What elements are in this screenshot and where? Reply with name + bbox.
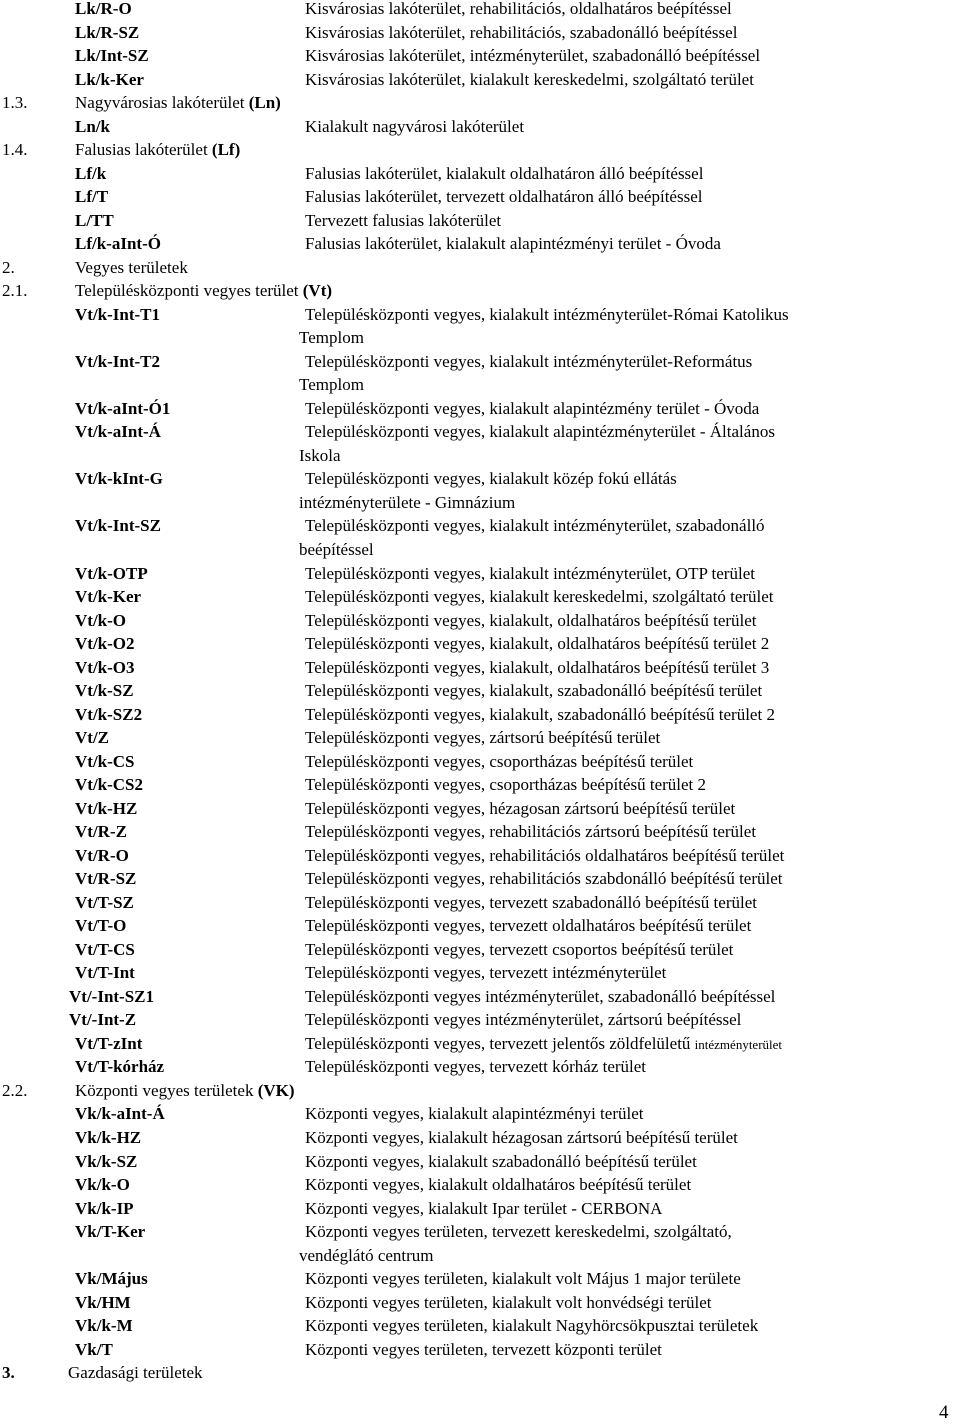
zone-code: Vt/k-HZ	[75, 798, 138, 818]
zone-row	[0, 679, 960, 702]
zone-code: Vt/k-Ker	[75, 587, 142, 606]
zone-description-text: Településközponti vegyes, tervezett szabadonálló beépítésű terület	[305, 892, 757, 912]
zone-code: Lf/k	[75, 163, 107, 183]
zone-code: Vk/k-HZ	[75, 1128, 142, 1147]
zone-description-text: Településközponti vegyes, kialakult intézményterület, szabadonálló	[305, 516, 765, 536]
zone-description	[305, 1126, 738, 1149]
zone-row	[0, 585, 960, 608]
page-number: 4	[939, 1402, 949, 1423]
zone-code: Vk/T	[75, 1339, 113, 1359]
zone-code: Vt/k-Int-T2	[75, 351, 161, 371]
zone-row	[0, 773, 960, 796]
zone-code: Lf/k-aInt-Ó	[75, 234, 161, 254]
zone-description-text: Központi vegyes, kialakult alapintézményi terület	[305, 1104, 644, 1124]
zone-description	[305, 914, 751, 937]
zone-description-text: Központi vegyes területen, kialakult volt Május 1 major területe	[305, 1269, 741, 1289]
section-title-text: Központi vegyes területek	[75, 1080, 258, 1100]
zone-code: Vt/k-Int-T1	[75, 304, 161, 324]
zone-row	[0, 162, 960, 185]
zone-code: Ln/k	[75, 116, 110, 136]
zone-code: Vt/k-O2	[75, 634, 135, 653]
zone-description-text: Településközponti vegyes, csoportházas beépítésű terület 2	[305, 775, 707, 795]
section-heading	[0, 1079, 960, 1102]
zone-description-text: Falusias lakóterület, tervezett oldalhatáron álló beépítéssel	[305, 187, 703, 207]
zone-description	[305, 867, 783, 890]
zone-description-text: Településközponti vegyes, kialakult intézményterület-Római Katolikus	[305, 304, 789, 324]
zone-description-text: Településközponti vegyes, tervezett oldalhatáros beépítésű terület	[305, 916, 752, 936]
zone-row	[0, 420, 960, 443]
zone-description	[305, 820, 756, 843]
zone-code: Vt/T-Int	[75, 963, 135, 983]
section-title	[75, 256, 188, 279]
zone-row	[0, 656, 960, 679]
zone-code: Vt/R-SZ	[75, 869, 137, 889]
zone-code: Vt/k-CS	[75, 751, 135, 771]
zone-description-continued: intézményterülete - Gimnázium	[299, 492, 516, 512]
zone-row	[0, 1291, 960, 1314]
zone-row	[0, 1032, 960, 1055]
zone-row	[0, 232, 960, 255]
zone-description-text: Településközponti vegyes, zártsorú beépítésű terület	[305, 728, 661, 748]
zone-description	[305, 350, 752, 373]
zone-description-text: Településközponti vegyes, csoportházas beépítésű terület	[305, 751, 694, 771]
zone-row	[0, 1220, 960, 1243]
zone-row	[0, 703, 960, 726]
zone-description-text: Településközponti vegyes, tervezett csoportos beépítésű terület	[305, 939, 734, 959]
description-continuation	[0, 373, 960, 396]
zone-code: Vt/-Int-Z	[69, 1010, 137, 1030]
zone-code: Vt/T-CS	[75, 939, 135, 959]
zone-row	[0, 1173, 960, 1196]
zone-code: Vk/k-O	[75, 1175, 130, 1194]
zone-code: Vk/HM	[75, 1292, 131, 1312]
zone-description	[305, 1173, 691, 1196]
zone-description-text: Falusias lakóterület, kialakult oldalhatáron álló beépítéssel	[305, 163, 704, 183]
zone-row	[0, 797, 960, 820]
zone-description	[305, 938, 733, 961]
zone-row	[0, 467, 960, 490]
zone-code: Vt/k-OTP	[75, 563, 148, 583]
section-heading	[0, 1361, 960, 1384]
section-title	[75, 138, 240, 161]
zone-description	[305, 1197, 662, 1220]
zone-code: Vt/k-Int-SZ	[75, 516, 161, 536]
zone-row	[0, 1338, 960, 1361]
zone-row	[0, 1150, 960, 1173]
zone-code: Lk/k-Ker	[75, 69, 144, 89]
zone-description-text: Településközponti vegyes, kialakult alapintézmény terület - Óvoda	[305, 398, 760, 418]
zone-row	[0, 1102, 960, 1125]
zone-code: Vt/k-O	[75, 610, 126, 630]
zone-description-text: Településközponti vegyes, kialakult, oldalhatáros beépítésű terület	[305, 610, 757, 630]
zone-code: Vt/R-O	[75, 845, 129, 865]
zone-row	[0, 750, 960, 773]
zone-description-continued: beépítéssel	[299, 540, 374, 559]
zone-description	[305, 1291, 711, 1314]
zone-description	[305, 44, 760, 67]
zone-description	[305, 961, 666, 984]
zone-description-text: Településközponti vegyes intézményterület, szabadonálló beépítéssel	[305, 986, 776, 1006]
zone-code: Vt/k-aInt-Á	[75, 422, 161, 442]
zone-description	[305, 303, 789, 326]
zone-description	[305, 726, 660, 749]
zone-description	[305, 397, 759, 420]
zone-description	[305, 656, 769, 679]
description-continuation	[0, 491, 960, 514]
description-continuation	[0, 326, 960, 349]
section-title-text: Településközponti vegyes terület	[75, 281, 303, 301]
zone-row	[0, 891, 960, 914]
zone-description-text: Központi vegyes, kialakult szabadonálló beépítésű terület	[305, 1151, 697, 1171]
zone-description-text: Településközponti vegyes, rehabilitációs szabdonálló beépítésű terület	[305, 869, 783, 889]
zone-code: Lk/R-O	[75, 0, 132, 18]
zone-row	[0, 726, 960, 749]
zone-description	[305, 1267, 741, 1290]
section-title	[68, 1361, 203, 1384]
section-title	[75, 1079, 295, 1102]
zone-row	[0, 68, 960, 91]
zone-row	[0, 303, 960, 326]
zone-row	[0, 1055, 960, 1078]
zone-description-text: Kisvárosias lakóterület, intézményterület, szabadonálló beépítéssel	[305, 46, 761, 65]
zone-row	[0, 562, 960, 585]
section-title-text: Vegyes területek	[75, 257, 188, 277]
zone-description	[305, 420, 775, 443]
section-title	[75, 279, 332, 302]
zone-row	[0, 609, 960, 632]
zone-code: Vk/T-Ker	[75, 1222, 146, 1241]
zone-description	[305, 1102, 643, 1125]
zone-row	[0, 1126, 960, 1149]
zone-description	[305, 209, 501, 232]
zone-description	[305, 891, 757, 914]
zone-description	[305, 0, 732, 20]
zone-description	[305, 1220, 732, 1243]
zone-description	[305, 1055, 646, 1078]
section-abbreviation: (VK)	[257, 1080, 295, 1100]
description-continuation	[0, 538, 960, 561]
zone-description-text: Településközponti vegyes, tervezett kórház terület	[305, 1057, 647, 1077]
section-number: 2.1.	[2, 281, 28, 301]
zone-row	[0, 209, 960, 232]
zone-code: Vt/k-CS2	[75, 775, 144, 795]
zone-description-text: Településközponti vegyes, rehabilitációs zártsorú beépítésű terület	[305, 822, 757, 842]
zone-description-continued: Iskola	[299, 445, 341, 465]
zone-description-text: Településközponti vegyes, tervezett jelentős zöldfelületű	[305, 1033, 695, 1053]
zone-description	[305, 232, 721, 255]
zone-description	[305, 514, 765, 537]
zone-description-text: Tervezett falusias lakóterület	[305, 210, 502, 230]
zone-description	[305, 750, 693, 773]
zone-code: Lk/Int-SZ	[75, 46, 149, 65]
zone-code: Vk/Május	[75, 1269, 148, 1289]
zone-description	[305, 1150, 697, 1173]
zone-row	[0, 820, 960, 843]
zone-row	[0, 350, 960, 373]
section-abbreviation: (Ln)	[248, 93, 281, 113]
zone-description	[305, 773, 706, 796]
section-abbreviation: (Lf)	[211, 140, 241, 160]
zone-description-text: Településközponti vegyes, kialakult, oldalhatáros beépítésű terület 3	[305, 657, 770, 677]
zone-description-text: Központi vegyes területen, tervezett központi terület	[305, 1339, 662, 1359]
zone-description-text: Kisvárosias lakóterület, kialakult kereskedelmi, szolgáltató terület	[305, 69, 754, 89]
zone-description-text: Településközponti vegyes intézményterület, zártsorú beépítéssel	[305, 1010, 742, 1030]
zone-description	[305, 1032, 782, 1056]
zone-row	[0, 938, 960, 961]
section-heading	[0, 138, 960, 161]
zone-description	[305, 1338, 662, 1361]
zone-row	[0, 115, 960, 138]
zone-description-text: Településközponti vegyes, hézagosan zártsorú beépítésű terület	[305, 798, 736, 818]
zone-code: Vk/k-IP	[75, 1198, 134, 1218]
zone-row	[0, 632, 960, 655]
zone-description	[305, 844, 784, 867]
zone-row	[0, 397, 960, 420]
section-title-text: Falusias lakóterület	[75, 140, 212, 160]
zone-row	[0, 44, 960, 67]
zone-code: Vk/k-M	[75, 1316, 133, 1336]
zone-code: Vk/k-aInt-Á	[75, 1104, 165, 1124]
zone-description-text: Kisvárosias lakóterület, rehabilitációs, oldalhatáros beépítéssel	[305, 0, 732, 18]
zone-description-text: Településközponti vegyes, rehabilitációs oldalhatáros beépítésű terület	[305, 845, 785, 865]
zone-code: Vt/-Int-SZ1	[69, 986, 155, 1006]
zone-row	[0, 0, 960, 20]
zone-description	[305, 1008, 741, 1031]
zone-code: Lk/R-SZ	[75, 22, 140, 42]
zone-description	[305, 467, 677, 490]
zone-code: Vt/k-aInt-Ó1	[75, 398, 171, 418]
zone-description	[305, 609, 757, 632]
zone-description-text: Központi vegyes területen, tervezett kereskedelmi, szolgáltató,	[305, 1222, 732, 1241]
zone-description	[305, 21, 737, 44]
zone-description-text: Kisvárosias lakóterület, rehabilitációs, szabadonálló beépítéssel	[305, 22, 738, 42]
section-abbreviation: (Vt)	[302, 281, 333, 301]
zone-description-continued: Templom	[299, 328, 364, 348]
zone-code: Vt/k-kInt-G	[75, 469, 163, 489]
zone-code: Vt/R-Z	[75, 822, 127, 842]
section-heading	[0, 91, 960, 114]
zone-code: Vk/k-SZ	[75, 1151, 138, 1171]
zone-description-text: Településközponti vegyes, kialakult, szabadonálló beépítésű terület	[305, 681, 763, 701]
zone-description	[305, 562, 755, 585]
zone-row	[0, 867, 960, 890]
description-continuation	[0, 1244, 960, 1267]
zone-description-text: Településközponti vegyes, kialakult intézményterület, OTP terület	[305, 563, 755, 583]
zone-row	[0, 985, 960, 1008]
zone-description-text: Településközponti vegyes, kialakult alapintézményterület - Általános	[305, 422, 775, 442]
section-number: 2.	[2, 257, 15, 277]
zone-description-small: intézményterület	[694, 1036, 783, 1052]
section-heading	[0, 279, 960, 302]
zone-row	[0, 1314, 960, 1337]
description-continuation	[0, 444, 960, 467]
section-title	[75, 91, 281, 114]
zone-description	[305, 679, 762, 702]
zone-row	[0, 961, 960, 984]
section-number: 1.3.	[2, 93, 28, 113]
zone-description-continued: Templom	[299, 375, 364, 395]
zone-row	[0, 844, 960, 867]
zone-description	[305, 703, 775, 726]
zone-description-text: Központi vegyes területen, kialakult Nagyhörcsökpusztai területek	[305, 1316, 759, 1336]
section-title-text: Nagyvárosias lakóterület	[75, 93, 249, 113]
section-heading	[0, 256, 960, 279]
zone-description-text: Kialakult nagyvárosi lakóterület	[305, 116, 525, 136]
zone-description	[305, 632, 769, 655]
zone-description-text: Településközponti vegyes, kialakult, szabadonálló beépítésű terület 2	[305, 704, 775, 724]
zone-code: Vt/k-SZ	[75, 681, 134, 701]
zone-code: Vt/Z	[75, 728, 109, 748]
zone-description	[305, 1314, 758, 1337]
zone-description-text: Falusias lakóterület, kialakult alapintézményi terület - Óvoda	[305, 234, 721, 254]
zone-description	[305, 985, 775, 1008]
zone-description	[305, 797, 735, 820]
zone-description-text: Központi vegyes területen, kialakult volt honvédségi terület	[305, 1292, 712, 1312]
zone-description	[305, 585, 774, 608]
zone-code: Lf/T	[75, 187, 109, 207]
zone-code: Vt/k-O3	[75, 657, 135, 677]
zone-row	[0, 185, 960, 208]
zone-code: Vt/T-kórház	[75, 1057, 165, 1077]
zone-description-text: Központi vegyes, kialakult oldalhatáros beépítésű terület	[305, 1175, 692, 1194]
zone-code: Vt/T-SZ	[75, 892, 134, 912]
zone-code: Vt/T-O	[75, 916, 127, 936]
zone-description	[305, 68, 754, 91]
zone-code: L/TT	[75, 210, 114, 230]
zone-description-text: Központi vegyes, kialakult hézagosan zártsorú beépítésű terület	[305, 1128, 738, 1147]
zone-description-text: Központi vegyes, kialakult Ipar terület - CERBONA	[305, 1198, 663, 1218]
section-number: 3.	[2, 1363, 15, 1383]
zone-description-text: Településközponti vegyes, tervezett intézményterület	[305, 963, 667, 983]
zone-row	[0, 514, 960, 537]
zone-description-text: Településközponti vegyes, kialakult intézményterület-Református	[305, 351, 753, 371]
zone-code: Vt/T-zInt	[75, 1033, 143, 1053]
section-title-text: Gazdasági területek	[68, 1363, 203, 1383]
zone-code: Vt/k-SZ2	[75, 704, 143, 724]
zone-description	[305, 115, 524, 138]
zone-row	[0, 21, 960, 44]
zone-description-text: Településközponti vegyes, kialakult közép fokú ellátás	[305, 469, 677, 489]
zone-row	[0, 1197, 960, 1220]
section-number: 1.4.	[2, 140, 28, 160]
zone-description-continued: vendéglátó centrum	[299, 1245, 434, 1265]
zone-row	[0, 1267, 960, 1290]
zone-description	[305, 185, 702, 208]
zone-description-text: Településközponti vegyes, kialakult, oldalhatáros beépítésű terület 2	[305, 634, 770, 653]
zone-description-text: Településközponti vegyes, kialakult kereskedelmi, szolgáltató terület	[305, 587, 774, 606]
zone-row	[0, 1008, 960, 1031]
zone-description	[305, 162, 703, 185]
section-number: 2.2.	[2, 1080, 28, 1100]
zone-row	[0, 914, 960, 937]
